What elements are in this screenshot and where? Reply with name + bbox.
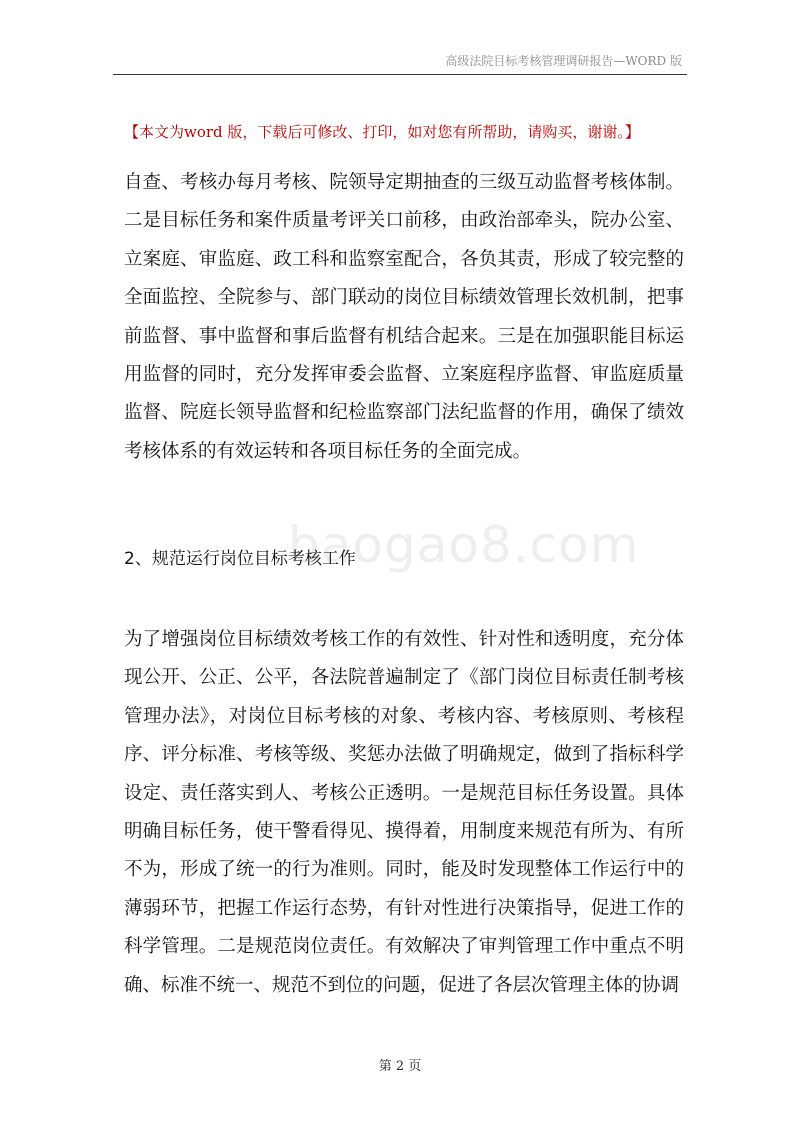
document-header-title: 高级法院目标考核管理调研报告—WORD 版 bbox=[445, 54, 682, 68]
watermark: baogao8.com bbox=[288, 516, 640, 574]
section-heading-2: 2、规范运行岗位目标考核工作 bbox=[124, 549, 356, 569]
body-paragraph-1: 自查、考核办每月考核、院领导定期抽查的三级互动监督考核体制。二是目标任务和案件质量考评关口前移，由政治部牵头，院办公室、立案庭、审监庭、政工科和监察室配合，各负其责，形成了较完整的全面监控、全院参与、部门联动的岗位目标绩效管理长效机制，把事前监督、事中监督和事后监督有机结合起来。三是在加强职能目标运用监督的同时，充分发挥审委会监督、立案庭程序监督、审监庭质量监督、院庭长领导监督和纪检监察部门法纪监督的作用，确保了绩效考核体系的有效运转和各项目标任务的全面完成。 bbox=[124, 172, 684, 462]
download-notice: 【本文为word 版，下载后可修改、打印，如对您有所帮助，请购买，谢谢。】 bbox=[124, 123, 640, 141]
page-number: 第 2 页 bbox=[378, 1059, 422, 1074]
header-divider bbox=[113, 74, 687, 75]
body-paragraph-2: 为了增强岗位目标绩效考核工作的有效性、针对性和透明度，充分体现公开、公正、公平，各法院普遍制定了《部门岗位目标责任制考核管理办法》，对岗位目标考核的对象、考核内容、考核原则、考核程序、评分标准、考核等级、奖惩办法做了明确规定，做到了指标科学设定、责任落实到人、考核公正透明。一是规范目标任务设置。具体明确目标任务，使干警看得见、摸得着，用制度来规范有所为、有所不为，形成了统一的行为准则。同时，能及时发现整体工作运行中的薄弱环节，把握工作运行态势，有针对性进行决策指导，促进工作的科学管理。二是规范岗位责任。有效解决了审判管理工作中重点不明确、标准不统一、规范不到位的问题，促进了各层次管理主体的协调 bbox=[124, 629, 684, 996]
